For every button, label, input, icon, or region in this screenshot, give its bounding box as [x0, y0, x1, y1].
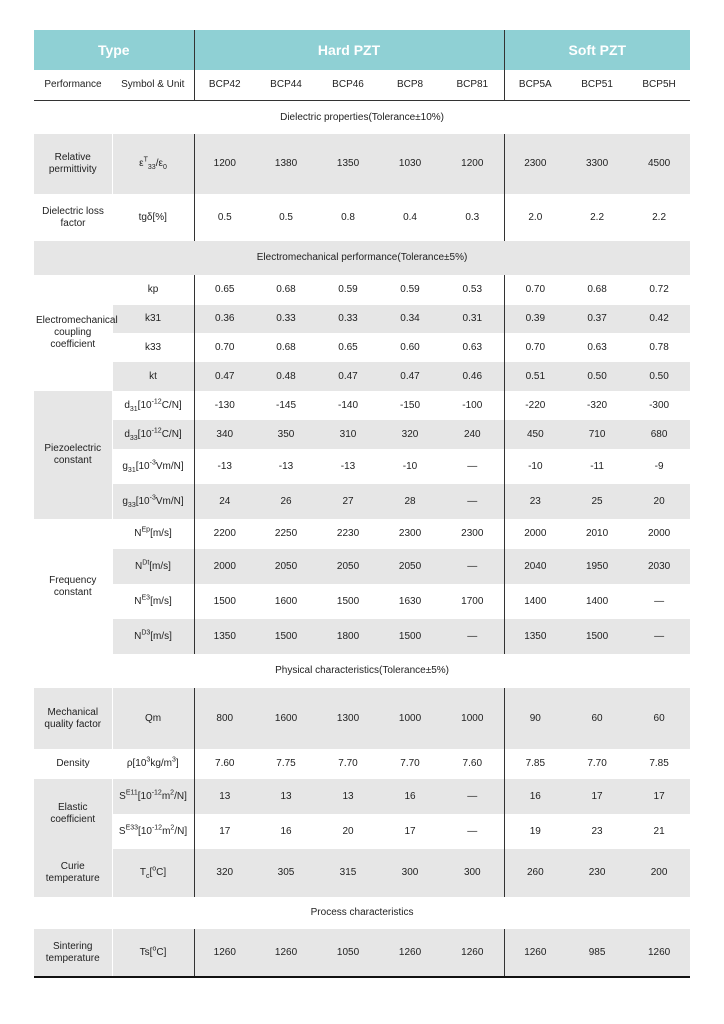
value-cell: 300	[441, 849, 504, 897]
row-label: Curie temperature	[34, 849, 112, 897]
value-cell: 2050	[336, 560, 360, 572]
value-cell: —	[654, 595, 665, 607]
value-cell: 2050	[274, 560, 298, 572]
value-cell: 1500	[398, 630, 422, 642]
value-cell: 340	[216, 428, 234, 440]
value-cell: 1700	[441, 584, 504, 619]
value-cell: -145	[276, 399, 297, 411]
value-cell: 7.85	[525, 758, 546, 769]
value-cell: 0.36	[215, 313, 235, 324]
value-cell: -9	[654, 460, 664, 472]
value-cell: 0.60	[400, 341, 420, 353]
table-row	[34, 929, 690, 977]
value-cell: —	[441, 619, 504, 654]
value-cell: 24	[219, 495, 231, 507]
value-cell: 2300	[524, 158, 547, 169]
value-cell: 27	[342, 495, 354, 507]
value-cell: -13	[278, 460, 294, 472]
value-cell: 2040	[524, 560, 547, 572]
symbol-cell: $S^{E11}[10^{-12}m^2/N]$	[112, 779, 194, 814]
col-performance: Performance	[34, 70, 112, 101]
value-cell: 2.2	[652, 211, 667, 223]
value-cell: 0.65	[338, 341, 358, 353]
value-cell: 1800	[336, 630, 360, 642]
value-cell: 310	[339, 428, 357, 440]
value-cell: 13	[280, 790, 292, 802]
value-cell: 0.70	[215, 341, 235, 353]
value-cell: 2230	[336, 528, 360, 539]
value-cell: 7.60	[215, 758, 235, 769]
value-cell: 0.3	[441, 194, 504, 241]
row-label: Sintering temperature	[34, 929, 112, 977]
value-cell: 200	[650, 867, 668, 878]
value-cell: 1950	[585, 560, 609, 572]
value-cell: 710	[588, 428, 606, 440]
value-cell: 23	[529, 495, 541, 507]
value-cell: 21	[628, 814, 690, 849]
value-cell: 7.70	[400, 758, 420, 769]
value-cell: 0.68	[587, 284, 607, 295]
symbol-cell: k31	[112, 305, 194, 333]
table-row	[34, 333, 690, 362]
value-cell: 7.70	[587, 758, 607, 769]
value-cell: 0.33	[338, 313, 358, 324]
value-cell: 0.48	[276, 370, 296, 382]
value-cell: 19	[504, 814, 566, 849]
col-material: BCP42	[194, 70, 255, 101]
symbol-cell: $N^{Ep}[m/s]$	[112, 519, 194, 549]
table-row	[34, 305, 690, 333]
table-row	[34, 519, 690, 549]
table-row	[34, 584, 690, 619]
row-label: Dielectric loss factor	[42, 205, 104, 229]
value-cell: 1260	[194, 929, 255, 977]
value-cell: 0.68	[276, 341, 296, 353]
value-cell: 0.5	[279, 211, 293, 223]
symbol-cell: $d_{31}[10^{-12}C/N]$	[112, 391, 194, 420]
table-row	[34, 275, 690, 305]
value-cell: 2300	[441, 519, 504, 549]
table-row	[34, 779, 690, 814]
value-cell: 60	[591, 712, 603, 724]
value-cell: 1600	[274, 595, 298, 607]
value-cell: 2000	[647, 528, 671, 539]
value-cell: 1050	[317, 929, 379, 977]
value-cell: 1400	[585, 595, 609, 607]
symbol-cell: $d_{33}[10^{-12}C/N]$	[112, 420, 194, 449]
section-physical: Physical characteristics(Tolerance±5%)	[275, 665, 449, 676]
value-cell: 1600	[274, 712, 298, 724]
value-cell: 17	[379, 814, 441, 849]
table-row	[34, 549, 690, 584]
value-cell: 300	[401, 867, 419, 878]
value-cell: 2010	[585, 528, 609, 539]
header-soft-pzt: Soft PZT	[504, 30, 690, 70]
value-cell: -100	[441, 391, 504, 420]
value-cell: 1500	[585, 630, 609, 642]
col-material: BCP8	[379, 70, 441, 101]
value-cell: 2250	[274, 528, 298, 539]
col-material: BCP81	[441, 70, 504, 101]
value-cell: 0.68	[276, 284, 296, 295]
value-cell: 1260	[255, 929, 317, 977]
value-cell: 0.70	[525, 341, 546, 353]
section-row	[34, 897, 690, 929]
value-cell: 0.5	[217, 211, 232, 223]
col-material: BCP5A	[504, 70, 566, 101]
pzt-properties-table	[34, 30, 690, 978]
value-cell: 315	[339, 867, 357, 878]
value-cell: 985	[566, 929, 628, 977]
table-row	[34, 420, 690, 449]
value-cell: -10	[528, 460, 543, 472]
table-row	[34, 849, 690, 897]
value-cell: 0.47	[215, 370, 235, 382]
value-cell: 800	[216, 712, 234, 724]
value-cell: 2.0	[528, 211, 543, 223]
column-header-row	[34, 70, 690, 101]
section-process: Process characteristics	[310, 907, 414, 918]
table-row	[34, 688, 690, 749]
value-cell: 25	[591, 495, 603, 507]
value-cell: 305	[277, 867, 295, 878]
value-cell: 320	[216, 867, 234, 878]
value-cell: -150	[400, 399, 421, 411]
value-cell: 680	[650, 428, 668, 440]
value-cell: 1000	[398, 712, 422, 724]
value-cell: -13	[340, 460, 356, 472]
table-row	[34, 194, 690, 241]
symbol-cell: $g_{31}[10^{-3}Vm/N]$	[112, 449, 194, 484]
value-cell: 0.33	[276, 313, 296, 324]
value-cell: —	[441, 814, 504, 849]
value-cell: 28	[404, 495, 416, 507]
value-cell: 3300	[585, 158, 609, 169]
table-row	[34, 814, 690, 849]
value-cell: 16	[404, 790, 416, 802]
symbol-cell: k33	[112, 333, 194, 362]
value-cell: 0.65	[215, 284, 235, 295]
value-cell: 1350	[524, 630, 547, 642]
symbol-cell: kt	[112, 362, 194, 391]
row-label: Piezoelectric constant	[34, 391, 112, 519]
col-symbol: Symbol & Unit	[112, 70, 194, 101]
value-cell: —	[441, 484, 504, 519]
value-cell: 0.47	[400, 370, 420, 382]
value-cell: -220	[525, 399, 546, 411]
table-row	[34, 134, 690, 194]
value-cell: 20	[653, 495, 665, 507]
value-cell: 7.75	[276, 758, 296, 769]
value-cell: 1350	[336, 158, 360, 169]
value-cell: 0.70	[525, 284, 546, 295]
header-hard-pzt: Hard PZT	[194, 30, 504, 70]
value-cell: 0.63	[441, 333, 504, 362]
value-cell: 7.85	[649, 758, 669, 769]
value-cell: -320	[587, 399, 608, 411]
value-cell: 7.70	[338, 758, 358, 769]
value-cell: 23	[566, 814, 628, 849]
symbol-cell: $N^{D3}[m/s]$	[112, 619, 194, 654]
section-electromech: Electromechanical performance(Tolerance±5%)	[34, 241, 690, 275]
value-cell: 13	[219, 790, 231, 802]
table-row	[34, 391, 690, 420]
value-cell: 1260	[441, 929, 504, 977]
symbol-cell: Qm	[112, 688, 194, 749]
value-cell: 2000	[524, 528, 547, 539]
value-cell: 1500	[274, 630, 298, 642]
value-cell: 2030	[647, 560, 671, 572]
value-cell: 60	[653, 712, 665, 724]
row-label: Relative permittivity	[34, 134, 112, 194]
value-cell: 1000	[441, 688, 504, 749]
row-label: Density	[56, 758, 90, 769]
section-row	[34, 101, 690, 135]
value-cell: 1500	[213, 595, 236, 607]
value-cell: 2050	[398, 560, 422, 572]
value-cell: 1630	[398, 595, 422, 607]
symbol-cell: tgδ[%]	[112, 194, 194, 241]
value-cell: 0.4	[403, 211, 417, 223]
value-cell: 0.63	[587, 341, 607, 353]
value-cell: 0.50	[587, 370, 607, 382]
value-cell: 2000	[213, 560, 236, 572]
value-cell: -140	[338, 399, 359, 411]
value-cell: 0.46	[441, 362, 504, 391]
col-material: BCP51	[566, 70, 628, 101]
value-cell: -11	[590, 460, 604, 472]
value-cell: 0.51	[525, 370, 546, 382]
row-label: Mechanical quality factor	[34, 688, 112, 749]
value-cell: 260	[526, 867, 544, 878]
col-material: BCP46	[317, 70, 379, 101]
col-material: BCP5H	[628, 70, 690, 101]
value-cell: 4500	[647, 158, 671, 169]
value-cell: 0.50	[649, 370, 669, 382]
symbol-cell: $N^{Dt}[m/s]$	[112, 549, 194, 584]
table-row	[34, 619, 690, 654]
value-cell: —	[441, 549, 504, 584]
value-cell: 26	[280, 495, 292, 507]
value-cell: 16	[255, 814, 317, 849]
value-cell: 1260	[628, 929, 690, 977]
table-row	[34, 449, 690, 484]
value-cell: 320	[401, 428, 419, 440]
value-cell: 240	[441, 420, 504, 449]
value-cell: 1260	[504, 929, 566, 977]
value-cell: 20	[317, 814, 379, 849]
value-cell: 13	[342, 790, 354, 802]
value-cell: 7.60	[441, 749, 504, 779]
value-cell: 230	[588, 867, 606, 878]
value-cell: 2200	[213, 528, 236, 539]
value-cell: 0.53	[441, 275, 504, 305]
value-cell: -10	[402, 460, 418, 472]
value-cell: —	[441, 449, 504, 484]
header-type: Type	[34, 30, 194, 70]
value-cell: 0.59	[400, 284, 420, 295]
table-row	[34, 362, 690, 391]
value-cell: —	[441, 779, 504, 814]
value-cell: 0.72	[649, 284, 669, 295]
value-cell: —	[654, 630, 665, 642]
table-row	[34, 749, 690, 779]
value-cell: -300	[649, 399, 670, 411]
symbol-cell: $S^{E33}[10^{-12}m^2/N]$	[112, 814, 194, 849]
header-row	[34, 30, 690, 70]
value-cell: 0.37	[587, 313, 607, 324]
value-cell: 0.42	[649, 313, 669, 324]
row-label: Electromechanical coupling coefficient	[34, 275, 112, 391]
col-material: BCP44	[255, 70, 317, 101]
symbol-cell: $\rho[10^3kg/m^3]$	[112, 749, 194, 779]
row-label: Frequency constant	[34, 519, 112, 654]
value-cell: 1260	[379, 929, 441, 977]
value-cell: 1300	[336, 712, 360, 724]
symbol-cell: $N^{E3}[m/s]$	[112, 584, 194, 619]
symbol-cell: $T_c[^oC]$	[112, 849, 194, 897]
symbol-cell: $g_{33}[10^{-3}Vm/N]$	[112, 484, 194, 519]
value-cell: -13	[217, 460, 232, 472]
value-cell: 2300	[398, 528, 422, 539]
value-cell: -130	[214, 399, 235, 411]
value-cell: 1030	[398, 158, 422, 169]
value-cell: 2.2	[590, 211, 605, 223]
symbol-cell: Ts[$^o$C]	[112, 929, 194, 977]
section-dielectric: Dielectric properties(Tolerance±10%)	[280, 111, 444, 123]
value-cell: 0.39	[525, 313, 546, 324]
table-row	[34, 484, 690, 519]
value-cell: 0.78	[649, 341, 669, 353]
value-cell: 1400	[524, 595, 547, 607]
value-cell: 16	[529, 790, 541, 802]
value-cell: 450	[526, 428, 544, 440]
value-cell: 0.8	[341, 211, 355, 223]
value-cell: 1500	[336, 595, 360, 607]
row-label: Elastic coefficient	[34, 779, 112, 849]
value-cell: 17	[591, 790, 603, 802]
value-cell: 1200	[213, 158, 236, 169]
value-cell: 90	[529, 712, 541, 724]
value-cell: 17	[194, 814, 255, 849]
symbol-cell: $\varepsilon^T_{33}/\varepsilon_0$	[112, 134, 194, 194]
value-cell: 1380	[274, 158, 298, 169]
value-cell: 0.31	[441, 305, 504, 333]
value-cell: 17	[653, 790, 665, 802]
value-cell: 0.34	[400, 313, 420, 324]
value-cell: 350	[277, 428, 295, 440]
value-cell: 1200	[441, 134, 504, 194]
value-cell: 0.47	[338, 370, 358, 382]
section-row	[34, 654, 690, 688]
section-row	[34, 241, 690, 275]
value-cell: 1350	[213, 630, 236, 642]
symbol-cell: kp	[112, 275, 194, 305]
value-cell: 0.59	[338, 284, 358, 295]
